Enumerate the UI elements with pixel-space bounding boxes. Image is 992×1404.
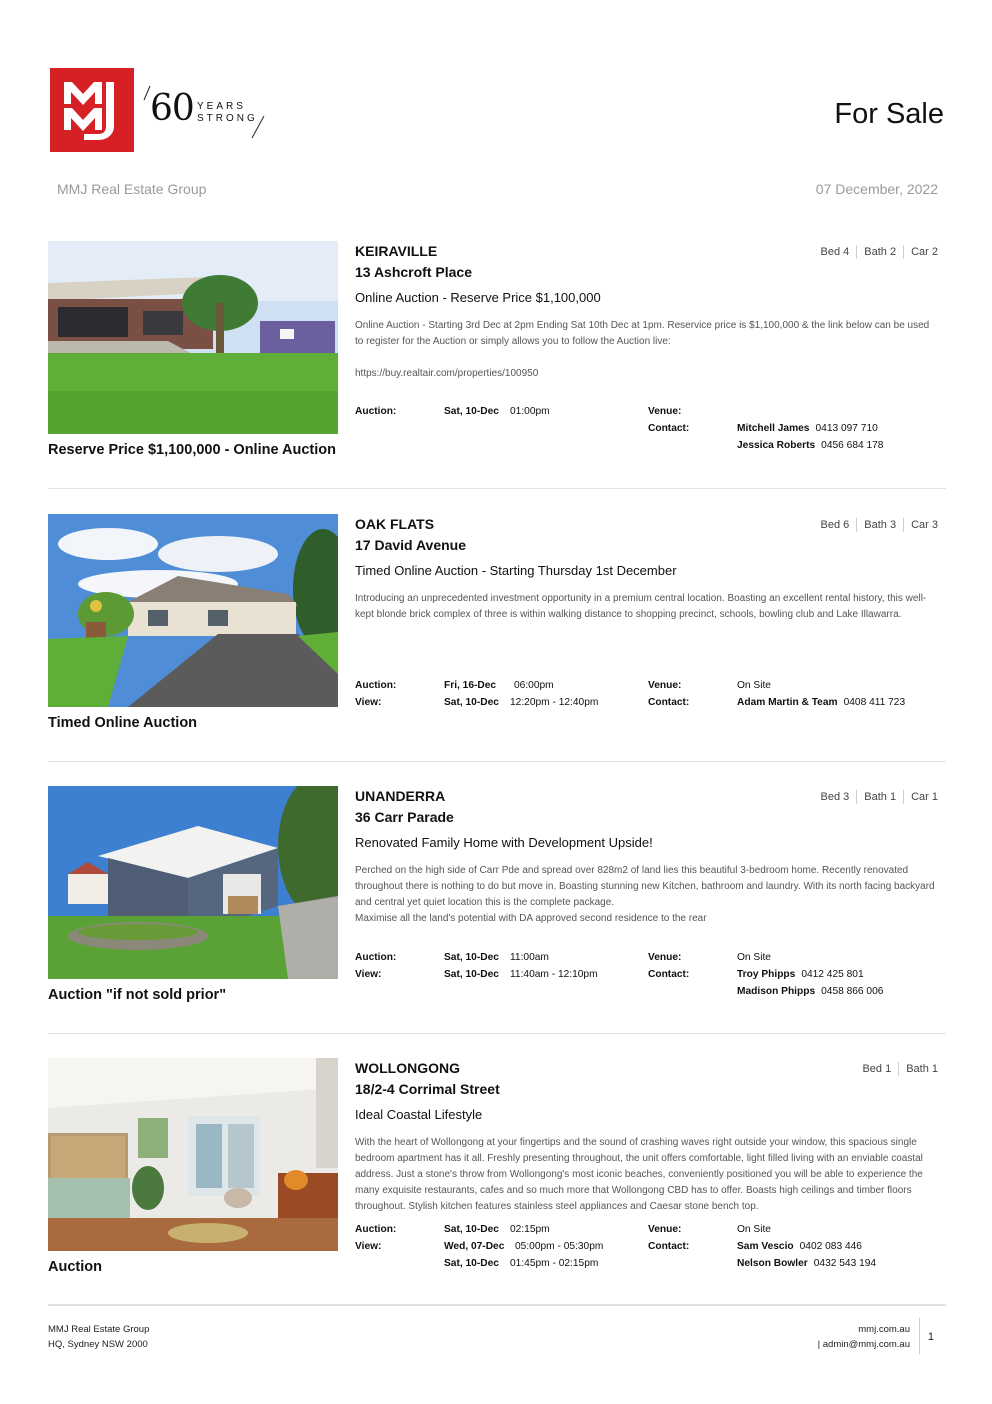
document-title: For Sale (834, 98, 944, 130)
contact-entry[interactable] (737, 1241, 862, 1252)
contact-phone[interactable]: 0432 543 194 (813, 1258, 877, 1269)
venue-label: Venue: (648, 406, 682, 417)
bath-count: Bath 3 (856, 518, 903, 532)
listing-card-unanderra[interactable] (48, 786, 946, 1034)
footer-contact (818, 1322, 910, 1352)
bed-count: Bed 1 (862, 1063, 892, 1075)
view-time: 01:45pm - 02:15pm (510, 1258, 599, 1269)
description-paragraph: With the heart of Wollongong at your fingertips and the sound of crashing waves right outside your window, this spacious single bedroom apartment has it all. Freshly presenting throughout, the unit offers comfortable, light filled living with an enviable coastal address. Just a stone's throw from Wollongong's most iconic beaches, conveniently positioned you will be able to experience the many exquisite restaurants, cafes and so much more that Wollongong CBD has to offer. Boasts high ceilings and timber floors throughout. Stylish kitchen features stainless steel appliances and Caesar stone bench top. (355, 1137, 923, 1212)
property-photo[interactable] (48, 786, 338, 979)
listing-card-wollongong[interactable] (48, 1058, 946, 1305)
footer-location: HQ, Sydney NSW 2000 (48, 1339, 148, 1350)
auction-day: Fri, 16-Dec (444, 680, 497, 691)
bed-count: Bed 6 (820, 519, 850, 531)
auction-time: 06:00pm (514, 680, 554, 691)
view-label: View: (355, 697, 382, 708)
contact-entry[interactable] (737, 986, 883, 997)
bath-count: Bath 2 (856, 245, 903, 259)
footer-address (48, 1322, 149, 1352)
contact-name: Sam Vescio (737, 1241, 794, 1252)
view-time: 05:00pm - 05:30pm (515, 1241, 604, 1252)
property-photo[interactable] (48, 514, 338, 707)
bath-count: Bath 1 (898, 1062, 938, 1076)
contact-name: Jessica Roberts (737, 440, 816, 451)
view-label: View: (355, 1241, 382, 1252)
house-photo-image (48, 786, 338, 979)
contact-phone[interactable]: 0456 684 178 (821, 440, 884, 451)
contact-phone[interactable]: 0402 083 446 (799, 1241, 862, 1252)
venue-label: Venue: (648, 1224, 682, 1235)
contact-entry[interactable] (737, 440, 883, 451)
document-date: 07 December, 2022 (815, 181, 938, 197)
listing-features (855, 1062, 938, 1076)
listing-description (355, 863, 938, 927)
house-photo-image (48, 514, 338, 707)
bed-count: Bed 4 (820, 246, 850, 258)
listing-caption: Timed Online Auction (48, 715, 198, 731)
venue-value: On Site (737, 680, 771, 691)
contact-entry[interactable] (737, 969, 864, 980)
venue-value: On Site (737, 952, 771, 963)
house-photo-image (48, 241, 338, 434)
car-count: Car 1 (903, 790, 938, 804)
description-paragraph: Perched on the high side of Carr Pde and spread over 828m2 of land lies this beautiful 3-bedroom home. Recently renovated throughout there is nothing to do but move in. Boasting stunning new Kitchen, bathroom and laundry. With its north facing backyard and central yet quiet location this is the complete package. (355, 865, 935, 908)
contact-label: Contact: (648, 969, 690, 980)
venue-label: Venue: (648, 952, 682, 963)
listing-address[interactable]: 17 David Avenue (355, 537, 467, 553)
description-paragraph: Online Auction - Starting 3rd Dec at 2pm Ending Sat 10th Dec at 1pm. Reservice price is $1,100,000 & the link below can be used to register for the Auction or simply allows you to follow the Auction live: (355, 320, 930, 347)
auction-label: Auction: (355, 952, 397, 963)
contact-label: Contact: (648, 423, 690, 434)
car-count: Car 2 (903, 245, 938, 259)
listing-caption: Auction "if not sold prior" (48, 987, 227, 1003)
listing-features (814, 245, 938, 259)
view-day: Sat, 10-Dec (444, 1258, 499, 1269)
auction-label: Auction: (355, 680, 397, 691)
property-photo[interactable] (48, 241, 338, 434)
listing-headline: Timed Online Auction - Starting Thursday 1st December (355, 563, 677, 578)
mmj-logo-mark (50, 68, 134, 152)
contact-entry[interactable] (737, 1258, 876, 1269)
footer-divider (919, 1318, 920, 1354)
listing-headline: Renovated Family Home with Development Upside! (355, 835, 653, 850)
contact-phone[interactable]: 0458 866 006 (821, 986, 884, 997)
listing-features (814, 518, 938, 532)
inspection-details (355, 952, 938, 1003)
auction-label: Auction: (355, 1224, 397, 1235)
auction-label: Auction: (355, 406, 397, 417)
contact-entry[interactable] (737, 697, 905, 708)
listing-caption: Reserve Price $1,100,000 - Online Auction (48, 442, 336, 458)
inspection-details (355, 1224, 938, 1275)
contact-entry[interactable] (737, 423, 878, 434)
bath-count: Bath 1 (856, 790, 903, 804)
car-count: Car 3 (903, 518, 938, 532)
auction-day: Sat, 10-Dec (444, 1224, 499, 1235)
listing-details (355, 786, 938, 1026)
auction-time: 02:15pm (510, 1224, 550, 1235)
contact-label: Contact: (648, 697, 690, 708)
listing-details (355, 514, 938, 754)
contact-phone[interactable]: 0408 411 723 (843, 697, 906, 708)
listing-details (355, 1058, 938, 1298)
view-day: Sat, 10-Dec (444, 697, 499, 708)
listing-card-oak-flats[interactable] (48, 514, 946, 762)
description-paragraph: Introducing an unprecedented investment opportunity in a premium central location. Boasting an excellent rental history, this well-kept blonde brick complex of three is within walking distance to shopping precinct, schools, bowling club and Lake Illawarra. (355, 593, 927, 620)
listing-description (355, 1135, 938, 1215)
auction-day: Sat, 10-Dec (444, 406, 499, 417)
view-day: Sat, 10-Dec (444, 969, 499, 980)
apartment-photo-image (48, 1058, 338, 1251)
footer-website-link[interactable]: mmj.com.au (858, 1324, 910, 1335)
auction-time: 01:00pm (510, 406, 550, 417)
listing-caption: Auction (48, 1259, 102, 1275)
footer-email-link[interactable]: | admin@mmj.com.au (817, 1339, 910, 1350)
venue-value: On Site (737, 1224, 771, 1235)
listing-features (814, 790, 938, 804)
contact-name: Troy Phipps (737, 969, 796, 980)
listing-suburb: UNANDERRA (355, 788, 446, 804)
auction-time: 11:00am (510, 952, 549, 963)
inspection-details (355, 406, 938, 457)
listing-suburb: WOLLONGONG (355, 1060, 460, 1076)
listing-address[interactable]: 36 Carr Parade (355, 809, 454, 825)
contact-phone[interactable]: 0412 425 801 (801, 969, 864, 980)
contact-name: Madison Phipps (737, 986, 816, 997)
view-day: Wed, 07-Dec (444, 1241, 505, 1252)
property-photo[interactable] (48, 1058, 338, 1251)
years-badge-text (197, 101, 258, 125)
listing-suburb: KEIRAVILLE (355, 243, 438, 259)
page-number: 1 (927, 1331, 934, 1343)
mmj-logo (50, 68, 134, 152)
description-paragraph: Maximise all the land's potential with DA approved second residence to the rear (355, 913, 707, 924)
page-header (0, 0, 992, 220)
auction-day: Sat, 10-Dec (444, 952, 499, 963)
listing-details (355, 241, 938, 481)
listing-headline: Online Auction - Reserve Price $1,100,000 (355, 290, 601, 305)
listing-suburb: OAK FLATS (355, 516, 435, 532)
footer-company: MMJ Real Estate Group (48, 1324, 150, 1335)
view-time: 12:20pm - 12:40pm (510, 697, 599, 708)
listing-address[interactable]: 13 Ashcroft Place (355, 264, 472, 280)
contact-name: Mitchell James (737, 423, 810, 434)
view-time: 11:40am - 12:10pm (510, 969, 598, 980)
view-label: View: (355, 969, 382, 980)
contact-name: Adam Martin & Team (737, 697, 838, 708)
bed-count: Bed 3 (820, 791, 850, 803)
listing-address[interactable]: 18/2-4 Corrimal Street (355, 1081, 500, 1097)
inspection-details (355, 680, 938, 714)
contact-name: Nelson Bowler (737, 1258, 808, 1269)
page-footer (48, 1305, 946, 1365)
strong-word: STRONG (197, 113, 258, 124)
agency-name: MMJ Real Estate Group (57, 181, 207, 197)
years-badge-number: 60 (150, 88, 194, 129)
listing-description (355, 591, 938, 623)
auction-link[interactable]: https://buy.realtair.com/properties/100950 (355, 368, 539, 379)
venue-label: Venue: (648, 680, 682, 691)
contact-phone[interactable]: 0413 097 710 (815, 423, 878, 434)
contact-label: Contact: (648, 1241, 690, 1252)
listing-headline: Ideal Coastal Lifestyle (355, 1107, 483, 1122)
listing-card-keiraville[interactable] (48, 241, 946, 489)
years-word: YEARS (197, 101, 246, 112)
listing-description (355, 318, 938, 382)
